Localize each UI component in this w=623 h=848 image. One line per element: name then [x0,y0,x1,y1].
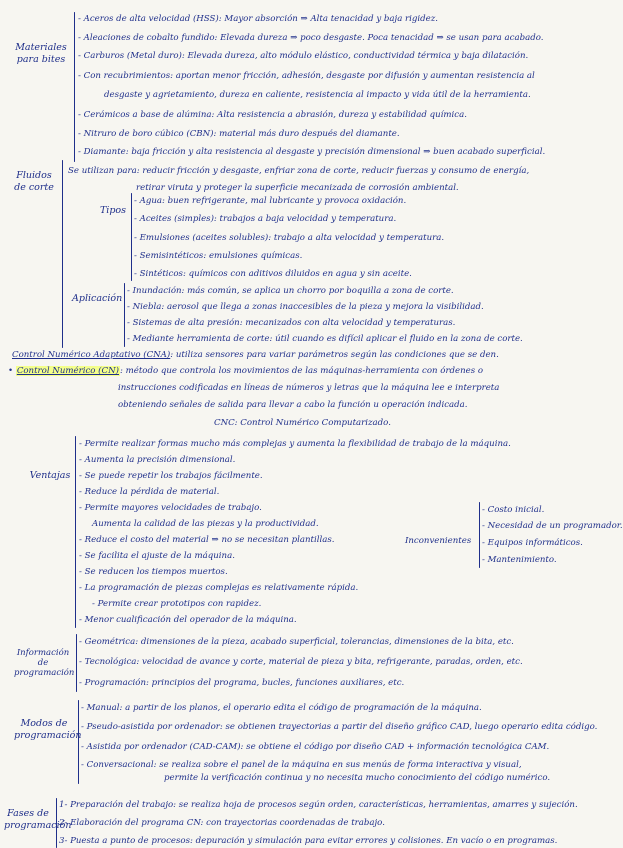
inconvenientes-label: Inconvenientes [405,536,472,546]
materiales-item: desgaste y agrietamiento, dureza en caliente, resistencia al impacto y vida útil de la herramienta. [104,90,531,100]
tipos-item: - Agua: buen refrigerante, mal lubricante y provoca oxidación. [134,196,407,206]
aplicacion-item: - Sistemas de alta presión: mecanizados con alta velocidad y temperaturas. [127,318,456,328]
informacion-item: - Geométrica: dimensiones de la pieza, acabado superficial, tolerancias, dimensiones de la bita, etc. [79,637,514,647]
ventajas-brace [75,436,76,628]
ventajas-item: Aumenta la calidad de las piezas y la productividad. [92,519,319,529]
cn-term: Control Numérico (CN) [16,366,119,376]
modos-item: - Manual: a partir de los planos, el operario edita el código de programación de la máquina. [81,703,482,713]
ventajas-item: - Se puede repetir los trabajos fácilmente. [79,471,263,481]
tipos-item: - Emulsiones (aceites solubles): trabajo a alta velocidad y temperatura. [134,233,445,243]
aplicacion-item: - Mediante herramienta de corte: útil cuando es difícil aplicar el fluido en la zona de corte. [127,334,523,344]
modos-heading: Modos de programación [14,718,82,741]
materiales-brace [74,12,75,162]
cna-text: : utiliza sensores para variar parámetros según las condiciones que se den. [170,350,499,360]
fluidos-intro: retirar viruta y proteger la superficie mecanizada de corrosión ambiental. [136,183,459,193]
modos-item: - Conversacional: se realiza sobre el panel de la máquina en sus menús de forma interactiva y visual, [81,760,522,770]
materiales-heading: Materiales para bites [15,42,67,65]
informacion-item: - Programación: principios del programa, bucles, funciones auxiliares, etc. [79,678,405,688]
inconvenientes-item: - Costo inicial. [482,505,545,515]
informacion-brace [76,634,77,692]
cna-definition [12,350,598,361]
fluidos-heading: Fluidos de corte [14,170,54,193]
ventajas-item: - Reduce la pérdida de material. [79,487,220,497]
modos-item: - Pseudo-asistida por ordenador: se obtienen trayectorias a partir del diseño gráfico CAD, luego operario edita código. [81,722,598,732]
ventajas-item: - Permite realizar formas mucho más complejas y aumenta la flexibilidad de trabajo de la máquina. [79,439,511,449]
aplicacion-item: - Niebla: aerosol que llega a zonas inaccesibles de la pieza y mejora la visibilidad. [127,302,484,312]
ventajas-item: - Se reducen los tiempos muertos. [79,567,228,577]
aplicacion-item: - Inundación: más común, se aplica un chorro por boquilla a zona de corte. [127,286,454,296]
ventajas-item: - Menor cualificación del operador de la máquina. [79,615,297,625]
ventajas-item: - Se facilita el ajuste de la máquina. [79,551,235,561]
modos-brace [78,700,79,784]
ventajas-item: - Aumenta la precisión dimensional. [79,455,236,465]
inconvenientes-brace [479,502,480,568]
materiales-item: - Carburos (Metal duro): Elevada dureza, alto módulo elástico, conductividad térmica y baja dilatación. [78,51,529,61]
cna-term: Control Numérico Adaptativo (CNA) [12,350,171,360]
materiales-item: - Con recubrimientos: aportan menor fricción, adhesión, desgaste por difusión y aumentan resistencia al [78,71,535,81]
bullet-dot: • [8,366,16,376]
cn-text-line: instrucciones codificadas en líneas de números y letras que la máquina lee e interpreta [118,383,500,393]
informacion-heading: Información de programación [14,648,75,678]
ventajas-heading: Ventajas [29,470,71,481]
materiales-item: - Nitruro de boro cúbico (CBN): material más duro después del diamante. [78,129,400,139]
fases-item: 1- Preparación del trabajo: se realiza hoja de procesos según orden, características, herramientas, amarres y sujeción. [59,800,578,810]
fluidos-brace [62,160,63,348]
tipos-item: - Sintéticos: químicos con aditivos diluidos en agua y sin aceite. [134,269,412,279]
materiales-item: - Cerámicos a base de alúmina: Alta resistencia a abrasión, dureza y estabilidad química. [78,110,467,120]
fases-heading: Fases de programación [4,808,72,831]
cn-definition [8,366,598,377]
aplicacion-brace [124,283,125,347]
fases-item: 3- Puesta a punto de procesos: depuración y simulación para evitar errores y colisiones. En vacío o en programas. [59,836,558,846]
materiales-item: - Aceros de alta velocidad (HSS): Mayor absorción ⇒ Alta tenacidad y baja rigidez. [78,14,439,24]
ventajas-item: - Reduce el costo del material ⇒ no se necesitan plantillas. [79,535,335,545]
fases-item: 2- Elaboración del programa CN: con trayectorias coordenadas de trabajo. [59,818,385,828]
materiales-item: - Aleaciones de cobalto fundido: Elevada dureza ⇒ poco desgaste. Poca tenacidad ⇒ se usan para acabado. [78,33,544,43]
aplicacion-label: Aplicación [72,293,123,304]
inconvenientes-item: - Mantenimiento. [482,555,557,565]
tipos-item: - Aceites (simples): trabajos a baja velocidad y temperatura. [134,214,397,224]
ventajas-item: - Permite mayores velocidades de trabajo. [79,503,262,513]
cnc-definition: CNC: Control Numérico Computarizado. [214,418,391,428]
ventajas-item: - La programación de piezas complejas es relativamente rápida. [79,583,359,593]
tipos-label: Tipos [99,205,127,216]
ventajas-item: - Permite crear prototipos con rapidez. [92,599,262,609]
inconvenientes-item: - Necesidad de un programador. [482,521,623,531]
informacion-item: - Tecnológica: velocidad de avance y corte, material de pieza y bita, refrigerante, paradas, orden, etc. [79,657,523,667]
tipos-item: - Semisintéticos: emulsiones químicas. [134,251,303,261]
cn-text: : método que controla los movimientos de las máquinas-herramienta con órdenes o [119,366,484,376]
cn-text-line: obteniendo señales de salida para llevar a cabo la función u operación indicada. [118,400,468,410]
inconvenientes-item: - Equipos informáticos. [482,538,583,548]
materiales-item: - Diamante: baja fricción y alta resistencia al desgaste y precisión dimensional ⇒ buen acabado superficial. [78,147,546,157]
fluidos-intro: Se utilizan para: reducir fricción y desgaste, enfriar zona de corte, reducir fuerzas y consumo de energía, [68,166,530,176]
fases-brace [56,798,57,848]
modos-item: - Asistida por ordenador (CAD-CAM): se obtiene el código por diseño CAD + información tecnológica CAM. [81,742,550,752]
modos-item: permite la verificación continua y no necesita mucho conocimiento del código numérico. [164,773,551,783]
tipos-brace [131,193,132,281]
